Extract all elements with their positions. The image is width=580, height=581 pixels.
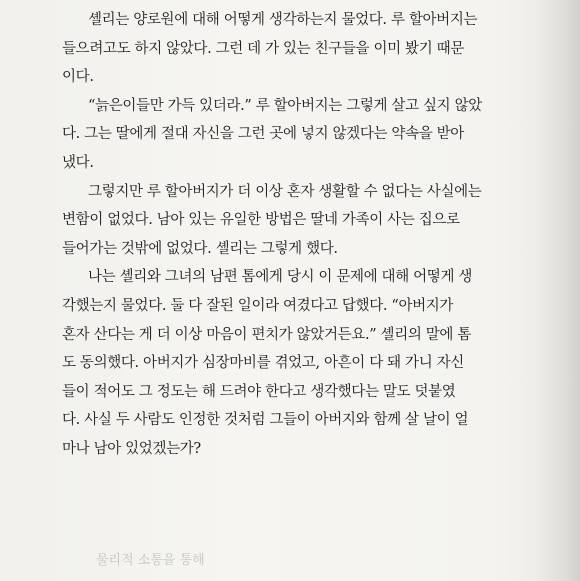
text-line: 다. 그는 딸에게 절대 자신을 그런 곳에 넣지 않겠다는 약속을 받아 (62, 126, 464, 143)
text-line: 나는 셸리와 그녀의 남편 톰에게 당시 이 문제에 대해 어떻게 생 (88, 269, 473, 286)
text-line: 냈다. (62, 154, 94, 171)
text-line: 셸리는 양로원에 대해 어떻게 생각하는지 물었다. 루 할아버지는 (88, 12, 478, 28)
text-line: 마나 남아 있었겠는가? (62, 440, 201, 457)
text-line: 그렇지만 루 할아버지가 더 이상 혼자 생활할 수 없다는 사실에는 (88, 183, 482, 200)
text-line: 변함이 없었다. 남아 있는 유일한 방법은 딸네 가족이 사는 집으로 (62, 212, 460, 229)
text-line: “늙은이들만 가득 있더라.” 루 할아버지는 그렇게 살고 싶지 않았 (88, 97, 482, 114)
text-line: 도 동의했다. 아버지가 심장마비를 겪었고, 아흔이 다 돼 가니 자신 (62, 355, 464, 372)
text-line: 다. 사실 두 사람도 인정한 것처럼 그들이 아버지와 함께 살 날이 얼 (62, 412, 469, 429)
text-line: 혼자 산다는 게 더 이상 마음이 편치가 않았거든요.” 셸리의 말에 톰 (62, 326, 471, 343)
text-line: 들이 적어도 그 정도는 해 드려야 한다고 생각했다는 말도 덧붙였 (62, 383, 456, 400)
text-line: 들어가는 것밖에 없었다. 셸리는 그렇게 했다. (62, 240, 338, 257)
text-line: 들으려고도 하지 않았다. 그런 데 가 있는 친구들을 이미 봤기 때문 (62, 40, 464, 57)
text-line: 이다. (62, 69, 94, 86)
body-text (62, 6, 554, 464)
text-line: 각했는지 물었다. 둘 다 잘된 일이라 여겼다고 답했다. “아버지가 (62, 297, 454, 314)
bleed-through-text: 물리적 소통을 통해 (96, 553, 205, 568)
